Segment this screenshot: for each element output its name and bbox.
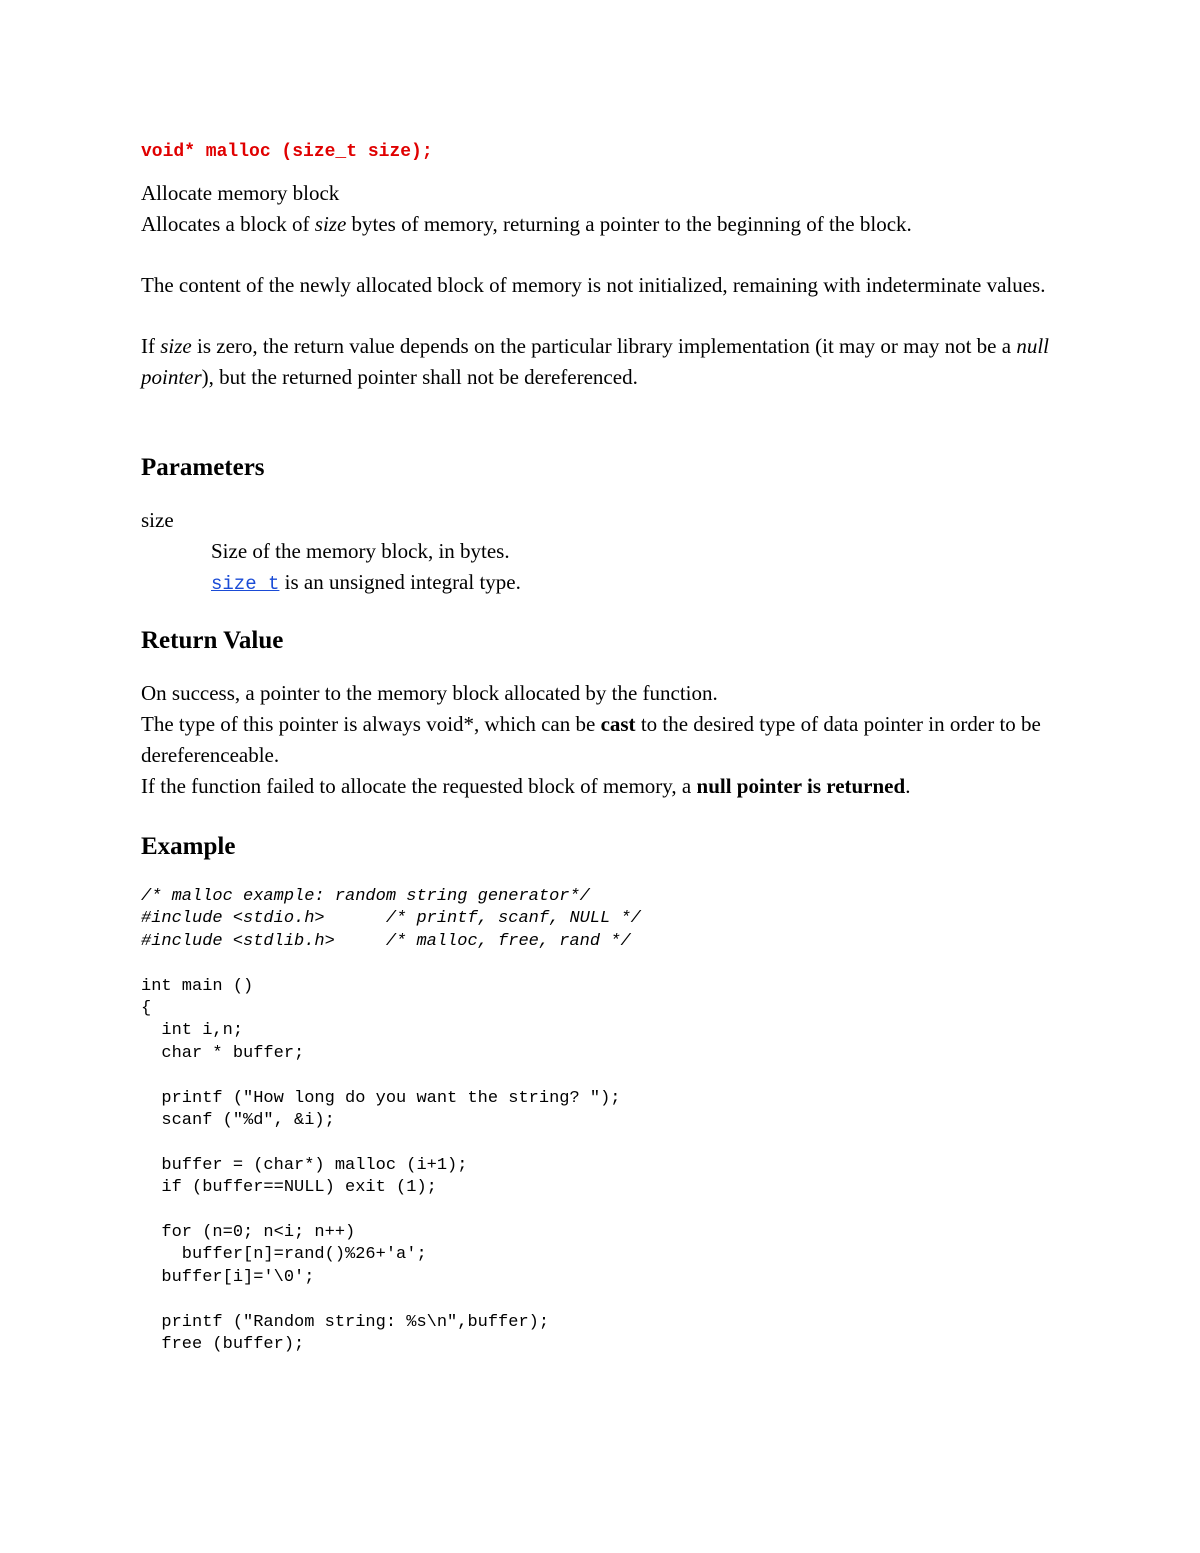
code-line: for (n=0; n<i; n++): [141, 1223, 356, 1243]
return-type-line: The type of this pointer is always void*, which can be cast to the desired type of data pointer in order to be dereferenceable.: [141, 712, 1041, 767]
size-term: size: [160, 334, 192, 358]
size-term: size: [314, 212, 347, 236]
code-line: [141, 1200, 1061, 1222]
code-line: #include <stdio.h> /* printf, scanf, NULL */: [141, 909, 641, 929]
code-line: /* malloc example: random string generator*/: [141, 887, 590, 906]
function-signature: void* malloc (size_t size);: [141, 142, 433, 162]
code-line: free (buffer);: [141, 1335, 305, 1355]
code-line: scanf ("%d", &i);: [141, 1111, 335, 1131]
code-line: buffer[i]='\0';: [141, 1267, 315, 1287]
code-line: buffer[n]=rand()%26+'a';: [141, 1245, 427, 1265]
cast-term: cast: [600, 712, 636, 736]
code-line: printf ("How long do you want the string? ");: [141, 1088, 621, 1108]
code-line: buffer = (char*) malloc (i+1);: [141, 1155, 468, 1175]
summary-description: Allocates a block of size bytes of memory, returning a pointer to the beginning of the block.: [141, 212, 912, 236]
return-value-heading: Return Value: [141, 627, 284, 654]
content-paragraph: The content of the newly allocated block of memory is not initialized, remaining with indeterminate values.: [141, 273, 1046, 297]
code-line: if (buffer==NULL) exit (1);: [141, 1178, 437, 1198]
parameter-description: [211, 536, 1061, 600]
code-line: [141, 1132, 1061, 1154]
zero-size-paragraph: If size is zero, the return value depends on the particular library implementation (it may or may not be a null pointer), but the returned pointer shall not be dereferenced.: [141, 334, 1049, 389]
code-line: int i,n;: [141, 1021, 244, 1041]
code-line: [141, 1289, 1061, 1311]
parameter-desc-line: Size of the memory block, in bytes.: [211, 539, 510, 563]
return-success-line: On success, a pointer to the memory block allocated by the function.: [141, 681, 718, 705]
parameter-type-line: size_t is an unsigned integral type.: [211, 570, 521, 595]
code-line: char * buffer;: [141, 1043, 305, 1063]
summary-title: Allocate memory block: [141, 181, 340, 205]
size-t-link[interactable]: size_t: [211, 573, 280, 595]
parameters-heading: Parameters: [141, 454, 265, 481]
code-line: #include <stdlib.h> /* malloc, free, rand */: [141, 931, 631, 951]
return-failure-line: If the function failed to allocate the requested block of memory, a null pointer is returned.: [141, 774, 911, 798]
null-pointer-returned-term: null pointer is returned: [696, 774, 906, 798]
code-line: int main (): [141, 976, 254, 996]
code-line: {: [141, 999, 152, 1019]
code-line: printf ("Random string: %s\n",buffer);: [141, 1312, 550, 1332]
code-line: [141, 1065, 1061, 1087]
null-pointer-term: null pointer: [141, 334, 1049, 389]
code-line: [141, 953, 1061, 975]
parameter-name: size: [141, 508, 174, 532]
example-heading: Example: [141, 833, 236, 860]
code-example: [141, 886, 1061, 1356]
document-page: [141, 138, 1061, 1356]
